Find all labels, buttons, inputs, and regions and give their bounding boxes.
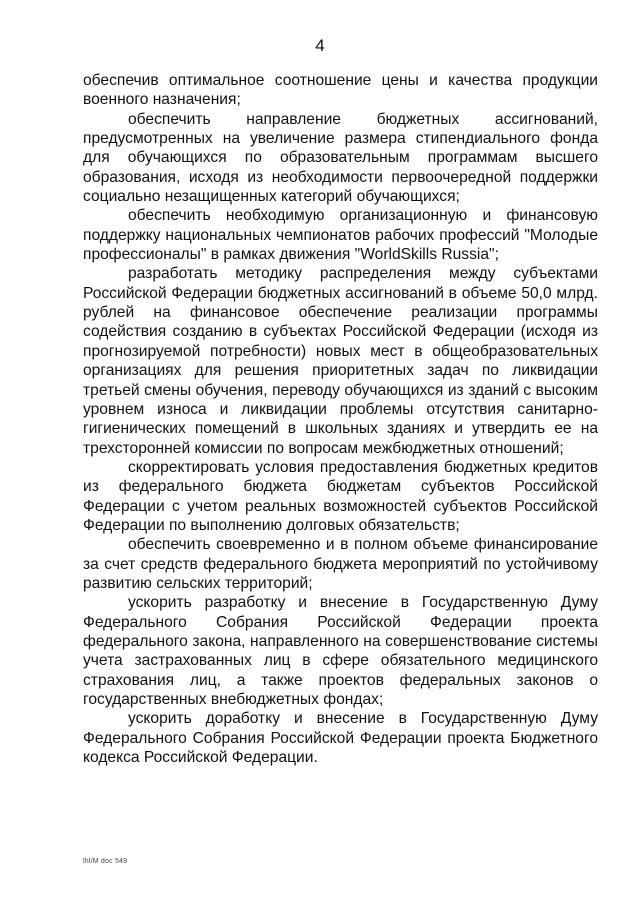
document-body <box>83 71 598 767</box>
paragraph-budget-credits: скорректировать условия предоставления бюджетных кредитов из федерального бюджета бюджетам субъектов Российской Федерации с учетом реальных возможностей субъектов Российской Федерации по выполнению долговых обязательств; <box>83 458 598 534</box>
paragraph-medical-insurance-law: ускорить разработку и внесение в Государственную Думу Федерального Собрания Российской Федерации проекта федерального закона, направленного на совершенствование системы учета застрахованных лиц в сфере обязательного медицинского страхования лиц, а также проектов федеральных законов о государственных внебюджетных фондах; <box>83 594 598 708</box>
paragraph-worldskills: обеспечить необходимую организационную и финансовую поддержку национальных чемпионатов рабочих профессий "Молодые профессионалы" в рамках движения "WorldSkills Russia"; <box>83 207 598 264</box>
paragraph-military-products: обеспечив оптимальное соотношение цены и качества продукции военного назначения; <box>83 72 598 109</box>
paragraph-school-places: разработать методику распределения между субъектами Российской Федерации бюджетных ассигнований в объеме 50,0 млрд. рублей на финансовое обеспечение реализации программы содействия созданию в субъектах Российской Федерации (исходя из прогнозируемой потребности) новых мест в общеобразовательных организациях для решения приоритетных задач по ликвидации третьей смены обучения, переводу обучающихся из зданий с высоким уровнем износа и ликвидации проблемы отсутствия санитарно-гигиенических помещений в школьных зданиях и утвердить ее на трехсторонней комиссии по вопросам межбюджетных отношений; <box>83 265 598 457</box>
paragraph-stipend-fund: обеспечить направление бюджетных ассигнований, предусмотренных на увеличение размера стипендиального фонда для обучающихся по образовательным программам высшего образования, исходя из необходимости первоочередной поддержки социально незащищенных категорий обучающихся; <box>83 110 598 206</box>
paragraph-rural-territories: обеспечить своевременно и в полном объеме финансирование за счет средств федерального бюджета мероприятий по устойчивому развитию сельских территорий; <box>83 536 598 592</box>
page-number: 4 <box>315 36 325 55</box>
footer-document-code: lhl/M doc 549 <box>83 858 128 865</box>
paragraph-budget-code: ускорить доработку и внесение в Государственную Думу Федерального Собрания Российской Федерации проекта Бюджетного кодекса Российской Федерации. <box>83 710 598 767</box>
